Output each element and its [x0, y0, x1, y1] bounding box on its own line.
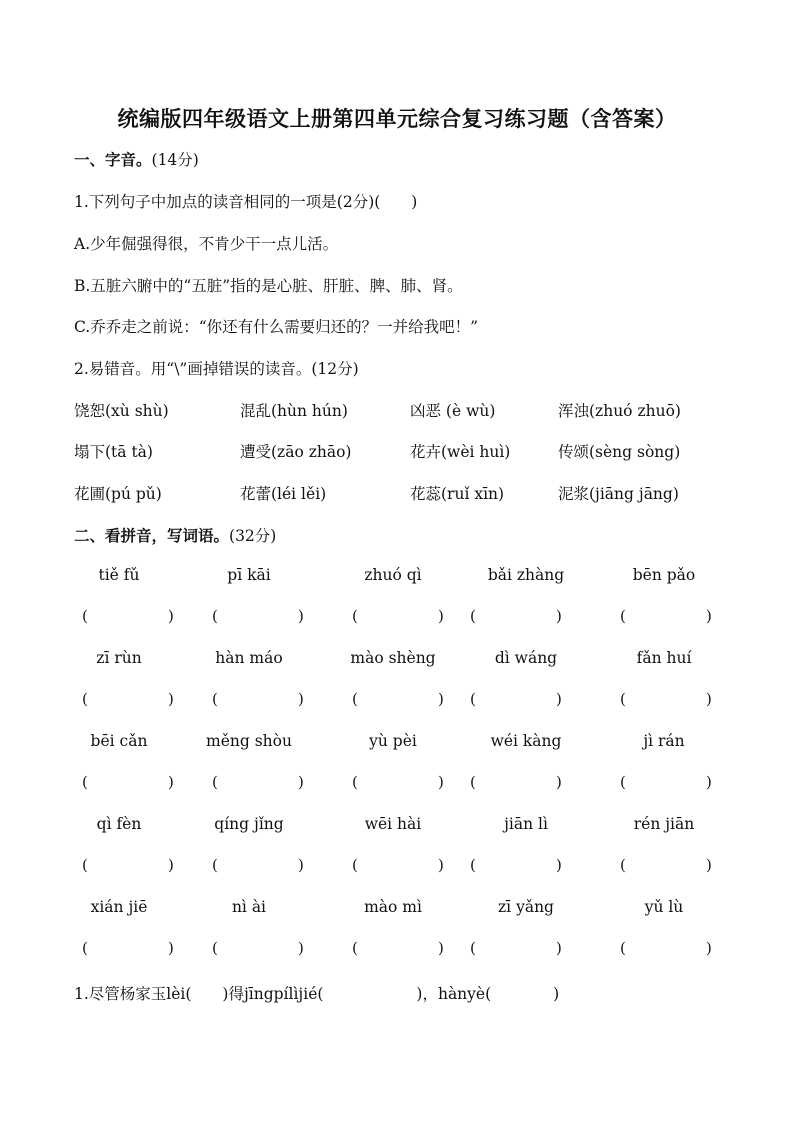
- section-1-title: 一、字音。: [74, 151, 152, 169]
- pinyin-prompt: qíng jǐng: [214, 815, 284, 833]
- open-paren: (: [470, 607, 476, 625]
- pronunciation-item: 凶恶 (è wù): [410, 402, 496, 420]
- answer-blank[interactable]: [352, 856, 446, 878]
- open-paren: (: [620, 856, 626, 874]
- open-paren: (: [352, 607, 358, 625]
- pinyin-prompt: rén jiān: [633, 815, 695, 833]
- pinyin-prompt: jiān lì: [504, 815, 548, 833]
- answer-blank[interactable]: [82, 939, 176, 961]
- close-paren: ): [556, 939, 562, 957]
- close-paren: ): [706, 607, 712, 625]
- close-paren: ): [298, 690, 304, 708]
- close-paren: ): [556, 856, 562, 874]
- answer-blank[interactable]: [352, 607, 446, 629]
- pinyin-prompt: hàn máo: [215, 649, 283, 667]
- answer-blank[interactable]: [212, 607, 306, 629]
- pronunciation-item: 泥浆(jiāng jāng): [558, 485, 679, 503]
- pinyin-prompt: nì ài: [231, 898, 267, 916]
- close-paren: ): [438, 939, 444, 957]
- answer-blank[interactable]: [212, 690, 306, 712]
- close-paren: ): [556, 607, 562, 625]
- answer-blank[interactable]: [212, 773, 306, 795]
- close-paren: ): [706, 773, 712, 791]
- answer-blank[interactable]: [82, 856, 176, 878]
- close-paren: ): [556, 773, 562, 791]
- pronunciation-item: 传颂(sèng sòng): [558, 443, 681, 461]
- section-1-points: (14分): [151, 151, 199, 169]
- pronunciation-item: 花蕊(ruǐ xīn): [410, 485, 505, 503]
- q1-stem: 1.下列句子中加点的读音相同的一项是(2分)( ): [74, 193, 418, 211]
- answer-blank[interactable]: [470, 690, 564, 712]
- pinyin-prompt: xián jiē: [90, 898, 148, 916]
- open-paren: (: [620, 939, 626, 957]
- section-2-heading: [74, 524, 276, 546]
- pinyin-prompt: qì fèn: [96, 815, 142, 833]
- close-paren: ): [438, 690, 444, 708]
- close-paren: ): [298, 773, 304, 791]
- close-paren: ): [438, 607, 444, 625]
- close-paren: ): [298, 856, 304, 874]
- close-paren: ): [168, 690, 174, 708]
- answer-blank[interactable]: [620, 773, 714, 795]
- pinyin-prompt: mào shèng: [350, 649, 436, 667]
- open-paren: (: [470, 856, 476, 874]
- pinyin-prompt: bēi cǎn: [90, 732, 148, 750]
- open-paren: (: [620, 690, 626, 708]
- open-paren: (: [82, 607, 88, 625]
- open-paren: (: [352, 856, 358, 874]
- answer-blank[interactable]: [82, 607, 176, 629]
- open-paren: (: [82, 856, 88, 874]
- answer-blank[interactable]: [352, 773, 446, 795]
- pronunciation-item: 塌下(tā tà): [74, 443, 153, 461]
- open-paren: (: [212, 856, 218, 874]
- close-paren: ): [168, 856, 174, 874]
- open-paren: (: [82, 939, 88, 957]
- answer-blank[interactable]: [470, 939, 564, 961]
- open-paren: (: [620, 607, 626, 625]
- answer-blank[interactable]: [82, 690, 176, 712]
- open-paren: (: [212, 939, 218, 957]
- section-2-points: (32分): [229, 527, 277, 545]
- open-paren: (: [212, 607, 218, 625]
- open-paren: (: [620, 773, 626, 791]
- open-paren: (: [352, 773, 358, 791]
- open-paren: (: [212, 773, 218, 791]
- pinyin-prompt: zī yǎng: [498, 898, 554, 916]
- answer-blank[interactable]: [470, 773, 564, 795]
- open-paren: (: [212, 690, 218, 708]
- answer-blank[interactable]: [470, 607, 564, 629]
- pinyin-prompt: yǔ lù: [644, 898, 684, 916]
- pinyin-prompt: zī rùn: [96, 649, 142, 667]
- q2-stem: 2.易错音。用“\”画掉错误的读音。(12分): [74, 360, 359, 378]
- answer-blank[interactable]: [620, 856, 714, 878]
- pronunciation-item: 遭受(zāo zhāo): [240, 443, 352, 461]
- close-paren: ): [438, 773, 444, 791]
- answer-blank[interactable]: [212, 939, 306, 961]
- answer-blank[interactable]: [352, 939, 446, 961]
- pronunciation-item: 花蕾(léi lěi): [240, 485, 327, 503]
- answer-blank[interactable]: [82, 773, 176, 795]
- pronunciation-item: 混乱(hùn hún): [240, 402, 348, 420]
- pinyin-prompt: wēi hài: [364, 815, 422, 833]
- open-paren: (: [470, 939, 476, 957]
- close-paren: ): [706, 690, 712, 708]
- pinyin-prompt: měng shòu: [206, 732, 292, 750]
- page-title: 统编版四年级语文上册第四单元综合复习练习题（含答案）: [117, 107, 677, 131]
- pinyin-prompt: mào mì: [364, 898, 422, 916]
- close-paren: ): [168, 939, 174, 957]
- open-paren: (: [352, 690, 358, 708]
- answer-blank[interactable]: [620, 939, 714, 961]
- pinyin-prompt: yù pèi: [369, 732, 417, 750]
- open-paren: (: [470, 773, 476, 791]
- pinyin-prompt: wéi kàng: [490, 732, 562, 750]
- close-paren: ): [438, 856, 444, 874]
- pinyin-prompt: tiě fǔ: [98, 566, 140, 584]
- answer-blank[interactable]: [212, 856, 306, 878]
- pinyin-prompt: bēn pǎo: [632, 566, 696, 584]
- q1-option-b: B.五脏六腑中的“五脏”指的是心脏、肝脏、脾、肺、肾。: [74, 277, 463, 295]
- pinyin-prompt: pī kāi: [227, 566, 271, 584]
- close-paren: ): [298, 607, 304, 625]
- close-paren: ): [168, 773, 174, 791]
- pronunciation-item: 浑浊(zhuó zhuō): [558, 402, 681, 420]
- q1-option-a: A.少年倔强得很，不肯少干一点儿活。: [74, 235, 339, 253]
- answer-blank[interactable]: [352, 690, 446, 712]
- answer-blank[interactable]: [470, 856, 564, 878]
- open-paren: (: [82, 690, 88, 708]
- sentence-1: 1.尽管杨家玉lèi( )得jīngpílìjié( )，hànyè( ): [74, 985, 560, 1003]
- pinyin-prompt: jì rán: [643, 732, 685, 750]
- pinyin-prompt: fǎn huí: [636, 649, 692, 667]
- section-1-heading: [74, 148, 199, 170]
- open-paren: (: [82, 773, 88, 791]
- pronunciation-item: 饶恕(xù shù): [74, 402, 169, 420]
- close-paren: ): [298, 939, 304, 957]
- section-2-title: 二、看拼音，写词语。: [74, 527, 230, 545]
- pinyin-prompt: dì wáng: [494, 649, 558, 667]
- close-paren: ): [168, 607, 174, 625]
- open-paren: (: [470, 690, 476, 708]
- close-paren: ): [706, 939, 712, 957]
- pronunciation-item: 花圃(pú pǔ): [74, 485, 162, 503]
- q1-option-c: C.乔乔走之前说：“你还有什么需要归还的？一并给我吧！”: [74, 318, 479, 336]
- close-paren: ): [556, 690, 562, 708]
- pinyin-prompt: bǎi zhàng: [487, 566, 565, 584]
- open-paren: (: [352, 939, 358, 957]
- answer-blank[interactable]: [620, 690, 714, 712]
- close-paren: ): [706, 856, 712, 874]
- pinyin-prompt: zhuó qì: [364, 566, 422, 584]
- pronunciation-item: 花卉(wèi huì): [410, 443, 511, 461]
- answer-blank[interactable]: [620, 607, 714, 629]
